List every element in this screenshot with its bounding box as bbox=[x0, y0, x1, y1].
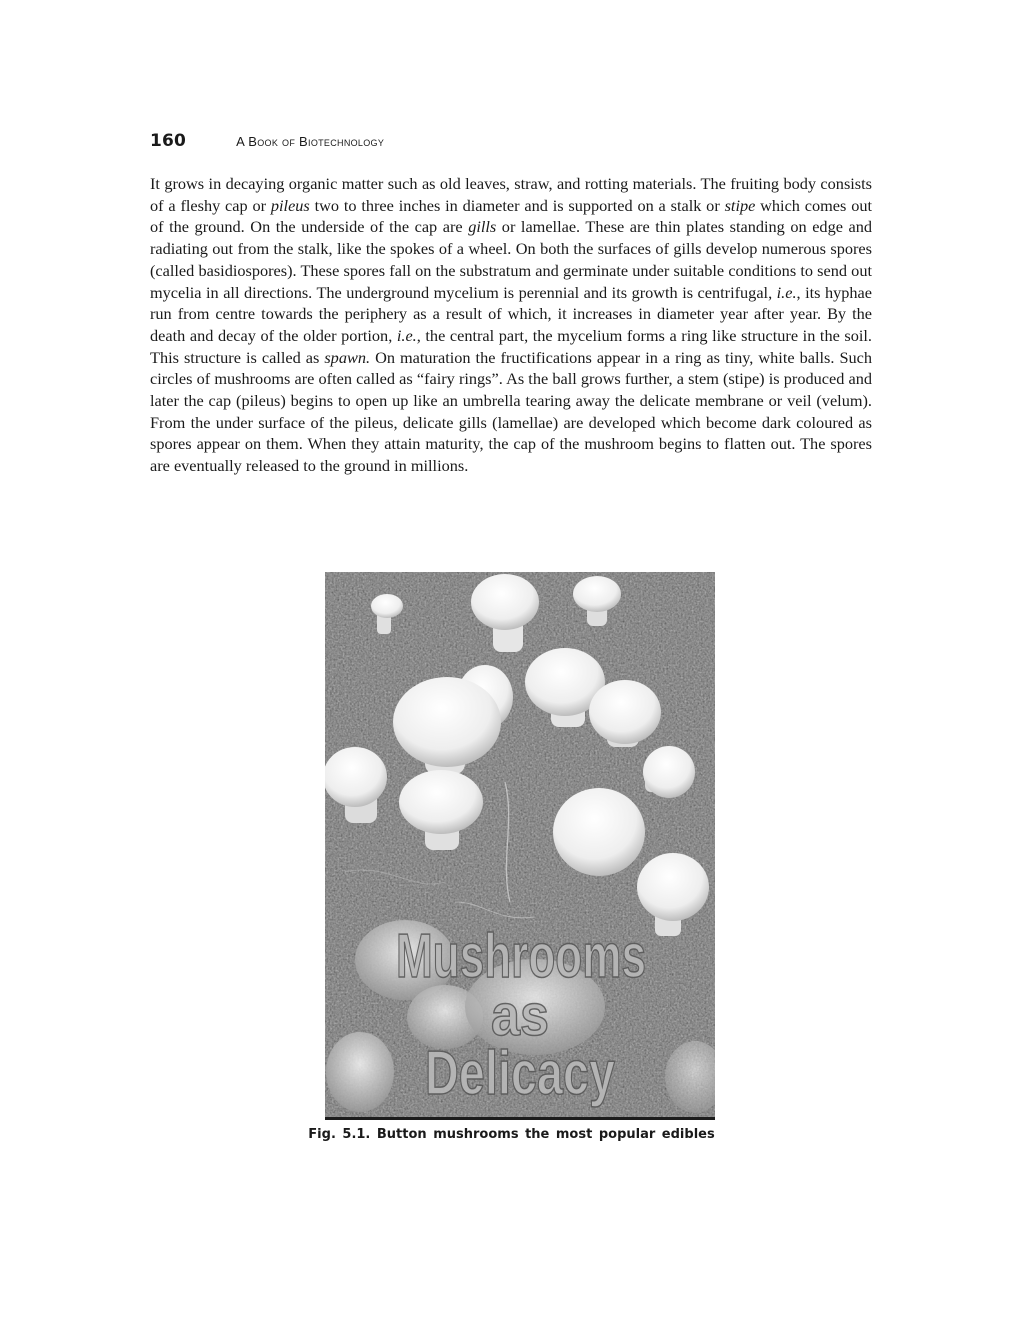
term-spawn: spawn. bbox=[324, 347, 371, 367]
text-run: , its hyphae run from centre towards the periphery as a result of which, it increases in diameter year after year. By the death and decay of the older portion, bbox=[150, 282, 872, 345]
text-run: which comes out of the ground. On the underside of the cap are bbox=[150, 195, 872, 237]
mushroom-photo-illustration bbox=[325, 572, 715, 1117]
term-gills: gills bbox=[468, 217, 497, 237]
text-run: or lamellae. These are thin plates standing on edge and radiating out from the stalk, like the spokes of a wheel. On both the surfaces of gills develop numerous spores (called basidiospores). These spores fall on the substratum and germinate under suitable conditions to send out mycelia in all directions. The underground mycelium is perennial and its growth is centrifugal, bbox=[150, 217, 873, 302]
text-run: It grows in decaying organic matter such as old leaves, straw, and rotting materials. The fruiting body consists of a fleshy cap or bbox=[150, 174, 872, 215]
mushroom-photo bbox=[325, 572, 715, 1120]
text-run: , the central part, the mycelium forms a ring like structure in the soil. This structure is called as bbox=[150, 325, 872, 367]
text-run: On maturation the fructifications appear in a ring as tiny, white balls. Such circles of mushrooms are often called as “fairy rings”. As the ball grows further, a stem (stipe) is produced and later the cap (pileus) begins to open up like an umbrella tearing away the delicate membrane or veil (velum). From the under surface of the pileus, delicate gills (lamellae) are developed which become dark coloured as spores appear on them. When they attain maturity, the cap of the mushroom begins to flatten out. The spores are eventually released to the ground in millions. bbox=[150, 347, 873, 476]
body-paragraph bbox=[150, 173, 872, 477]
term-ie: i.e. bbox=[776, 282, 797, 302]
term-ie: i.e. bbox=[396, 325, 417, 345]
overlay-line-1: Mushrooms bbox=[396, 922, 646, 991]
text-run: two to three inches in diameter and is supported on a stalk or bbox=[309, 195, 725, 215]
figure-caption: Fig. 5.1. Button mushrooms the most popular edibles bbox=[308, 1127, 715, 1142]
term-pileus: pileus bbox=[270, 195, 310, 215]
overlay-line-2: as bbox=[491, 983, 549, 1048]
term-stipe: stipe bbox=[724, 195, 756, 215]
book-title: A Book of Biotechnology bbox=[236, 134, 385, 149]
running-head bbox=[150, 131, 384, 151]
page-number: 160 bbox=[150, 131, 187, 151]
overlay-line-3: Delicacy bbox=[425, 1039, 616, 1108]
